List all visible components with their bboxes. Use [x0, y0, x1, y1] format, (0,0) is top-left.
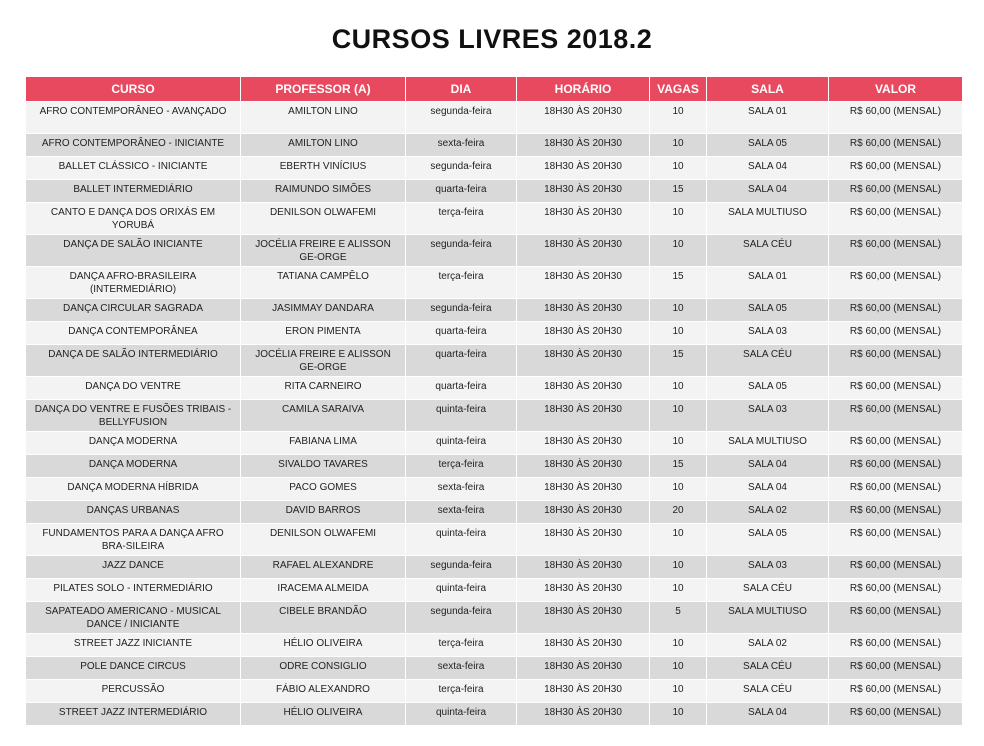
cell-horario: 18H30 ÀS 20H30 [517, 680, 649, 702]
cell-curso: DANÇA MODERNA [26, 455, 240, 477]
table-row [26, 602, 962, 633]
cell-professor: CAMILA SARAIVA [241, 400, 405, 431]
cell-sala: SALA 04 [707, 703, 828, 725]
cell-sala: SALA 04 [707, 180, 828, 202]
cell-horario: 18H30 ÀS 20H30 [517, 634, 649, 656]
cell-professor: ERON PIMENTA [241, 322, 405, 344]
column-header-curso: CURSO [26, 77, 240, 101]
cell-curso: DANÇA AFRO-BRASILEIRA (INTERMEDIÁRIO) [26, 267, 240, 298]
cell-horario: 18H30 ÀS 20H30 [517, 102, 649, 133]
table-row [26, 680, 962, 702]
cell-valor: R$ 60,00 (MENSAL) [829, 680, 962, 702]
cell-valor: R$ 60,00 (MENSAL) [829, 180, 962, 202]
cell-professor: ODRE CONSIGLIO [241, 657, 405, 679]
cell-curso: AFRO CONTEMPORÂNEO - AVANÇADO [26, 102, 240, 133]
cell-valor: R$ 60,00 (MENSAL) [829, 102, 962, 133]
cell-dia: terça-feira [406, 203, 516, 234]
cell-dia: sexta-feira [406, 657, 516, 679]
cell-horario: 18H30 ÀS 20H30 [517, 478, 649, 500]
cell-sala: SALA MULTIUSO [707, 203, 828, 234]
cell-dia: quinta-feira [406, 432, 516, 454]
cell-curso: DANÇAS URBANAS [26, 501, 240, 523]
cell-valor: R$ 60,00 (MENSAL) [829, 579, 962, 601]
cell-valor: R$ 60,00 (MENSAL) [829, 235, 962, 266]
cell-sala: SALA MULTIUSO [707, 602, 828, 633]
cell-horario: 18H30 ÀS 20H30 [517, 501, 649, 523]
courses-table [25, 76, 963, 726]
table-row [26, 455, 962, 477]
table-row [26, 634, 962, 656]
cell-sala: SALA CÉU [707, 657, 828, 679]
cell-professor: AMILTON LINO [241, 134, 405, 156]
cell-vagas: 20 [650, 501, 706, 523]
cell-vagas: 10 [650, 157, 706, 179]
cell-dia: quinta-feira [406, 703, 516, 725]
cell-curso: DANÇA CONTEMPORÂNEA [26, 322, 240, 344]
cell-vagas: 10 [650, 377, 706, 399]
table-row [26, 203, 962, 234]
page-title: CURSOS LIVRES 2018.2 [331, 24, 653, 54]
cell-dia: segunda-feira [406, 235, 516, 266]
cell-valor: R$ 60,00 (MENSAL) [829, 455, 962, 477]
cell-sala: SALA CÉU [707, 680, 828, 702]
cell-horario: 18H30 ÀS 20H30 [517, 657, 649, 679]
cell-horario: 18H30 ÀS 20H30 [517, 400, 649, 431]
cell-horario: 18H30 ÀS 20H30 [517, 134, 649, 156]
cell-dia: sexta-feira [406, 501, 516, 523]
cell-sala: SALA 02 [707, 634, 828, 656]
cell-horario: 18H30 ÀS 20H30 [517, 267, 649, 298]
table-row [26, 267, 962, 298]
cell-curso: JAZZ DANCE [26, 556, 240, 578]
cell-sala: SALA 01 [707, 102, 828, 133]
cell-curso: DANÇA MODERNA HÍBRIDA [26, 478, 240, 500]
cell-horario: 18H30 ÀS 20H30 [517, 455, 649, 477]
cell-valor: R$ 60,00 (MENSAL) [829, 267, 962, 298]
cell-professor: EBERTH VINÍCIUS [241, 157, 405, 179]
cell-vagas: 10 [650, 102, 706, 133]
table-row [26, 377, 962, 399]
cell-vagas: 10 [650, 432, 706, 454]
cell-dia: terça-feira [406, 680, 516, 702]
cell-sala: SALA CÉU [707, 235, 828, 266]
cell-vagas: 10 [650, 703, 706, 725]
cell-curso: DANÇA DO VENTRE E FUSÕES TRIBAIS - BELLYFUSION [26, 400, 240, 431]
cell-professor: SIVALDO TAVARES [241, 455, 405, 477]
cell-dia: segunda-feira [406, 602, 516, 633]
cell-horario: 18H30 ÀS 20H30 [517, 703, 649, 725]
cell-dia: quinta-feira [406, 579, 516, 601]
cell-dia: quarta-feira [406, 377, 516, 399]
cell-valor: R$ 60,00 (MENSAL) [829, 299, 962, 321]
column-header-vagas: VAGAS [650, 77, 706, 101]
cell-vagas: 10 [650, 478, 706, 500]
cell-sala: SALA 05 [707, 377, 828, 399]
table-row [26, 524, 962, 555]
cell-horario: 18H30 ÀS 20H30 [517, 299, 649, 321]
cell-valor: R$ 60,00 (MENSAL) [829, 322, 962, 344]
cell-professor: DENILSON OLWAFEMI [241, 524, 405, 555]
cell-vagas: 10 [650, 680, 706, 702]
cell-curso: POLE DANCE CIRCUS [26, 657, 240, 679]
cell-sala: SALA 05 [707, 134, 828, 156]
cell-dia: quinta-feira [406, 400, 516, 431]
cell-horario: 18H30 ÀS 20H30 [517, 524, 649, 555]
cell-sala: SALA 01 [707, 267, 828, 298]
cell-sala: SALA 03 [707, 400, 828, 431]
cell-horario: 18H30 ÀS 20H30 [517, 345, 649, 376]
table-row [26, 400, 962, 431]
cell-dia: segunda-feira [406, 556, 516, 578]
cell-vagas: 10 [650, 634, 706, 656]
cell-curso: PILATES SOLO - INTERMEDIÁRIO [26, 579, 240, 601]
cell-vagas: 10 [650, 524, 706, 555]
cell-horario: 18H30 ÀS 20H30 [517, 556, 649, 578]
table-row [26, 180, 962, 202]
cell-valor: R$ 60,00 (MENSAL) [829, 432, 962, 454]
cell-professor: RITA CARNEIRO [241, 377, 405, 399]
cell-valor: R$ 60,00 (MENSAL) [829, 501, 962, 523]
table-row [26, 322, 962, 344]
cell-dia: terça-feira [406, 455, 516, 477]
cell-professor: DAVID BARROS [241, 501, 405, 523]
table-header-row [26, 77, 962, 101]
column-header-valor: VALOR [829, 77, 962, 101]
cell-dia: sexta-feira [406, 134, 516, 156]
cell-valor: R$ 60,00 (MENSAL) [829, 634, 962, 656]
cell-valor: R$ 60,00 (MENSAL) [829, 524, 962, 555]
cell-valor: R$ 60,00 (MENSAL) [829, 345, 962, 376]
table-row [26, 235, 962, 266]
cell-horario: 18H30 ÀS 20H30 [517, 180, 649, 202]
cell-dia: quarta-feira [406, 180, 516, 202]
column-header-professor: PROFESSOR (A) [241, 77, 405, 101]
cell-horario: 18H30 ÀS 20H30 [517, 157, 649, 179]
cell-sala: SALA MULTIUSO [707, 432, 828, 454]
cell-professor: RAFAEL ALEXANDRE [241, 556, 405, 578]
cell-curso: DANÇA CIRCULAR SAGRADA [26, 299, 240, 321]
cell-sala: SALA CÉU [707, 345, 828, 376]
cell-valor: R$ 60,00 (MENSAL) [829, 556, 962, 578]
cell-valor: R$ 60,00 (MENSAL) [829, 377, 962, 399]
cell-vagas: 10 [650, 556, 706, 578]
cell-horario: 18H30 ÀS 20H30 [517, 235, 649, 266]
cell-professor: IRACEMA ALMEIDA [241, 579, 405, 601]
cell-sala: SALA CÉU [707, 579, 828, 601]
table-row [26, 157, 962, 179]
table-row [26, 299, 962, 321]
cell-horario: 18H30 ÀS 20H30 [517, 579, 649, 601]
table-row [26, 556, 962, 578]
cell-sala: SALA 05 [707, 299, 828, 321]
cell-professor: FÁBIO ALEXANDRO [241, 680, 405, 702]
cell-valor: R$ 60,00 (MENSAL) [829, 203, 962, 234]
table-row [26, 134, 962, 156]
cell-sala: SALA 03 [707, 322, 828, 344]
cell-curso: PERCUSSÃO [26, 680, 240, 702]
cell-curso: DANÇA DE SALÃO INICIANTE [26, 235, 240, 266]
cell-horario: 18H30 ÀS 20H30 [517, 322, 649, 344]
cell-sala: SALA 03 [707, 556, 828, 578]
table-row [26, 432, 962, 454]
cell-valor: R$ 60,00 (MENSAL) [829, 602, 962, 633]
cell-valor: R$ 60,00 (MENSAL) [829, 703, 962, 725]
cell-curso: DANÇA DO VENTRE [26, 377, 240, 399]
cell-professor: FABIANA LIMA [241, 432, 405, 454]
table-row [26, 501, 962, 523]
cell-vagas: 10 [650, 134, 706, 156]
cell-vagas: 10 [650, 299, 706, 321]
cell-vagas: 15 [650, 267, 706, 298]
cell-sala: SALA 02 [707, 501, 828, 523]
cell-curso: STREET JAZZ INTERMEDIÁRIO [26, 703, 240, 725]
cell-vagas: 15 [650, 455, 706, 477]
cell-professor: JOCÉLIA FREIRE E ALISSON GE-ORGE [241, 235, 405, 266]
table-row [26, 657, 962, 679]
cell-horario: 18H30 ÀS 20H30 [517, 602, 649, 633]
cell-dia: quinta-feira [406, 524, 516, 555]
cell-vagas: 10 [650, 203, 706, 234]
cell-curso: DANÇA MODERNA [26, 432, 240, 454]
cell-professor: CIBELE BRANDÃO [241, 602, 405, 633]
cell-sala: SALA 05 [707, 524, 828, 555]
cell-valor: R$ 60,00 (MENSAL) [829, 157, 962, 179]
cell-vagas: 10 [650, 657, 706, 679]
table-row [26, 345, 962, 376]
cell-sala: SALA 04 [707, 478, 828, 500]
cell-valor: R$ 60,00 (MENSAL) [829, 134, 962, 156]
cell-sala: SALA 04 [707, 157, 828, 179]
cell-curso: BALLET INTERMEDIÁRIO [26, 180, 240, 202]
cell-horario: 18H30 ÀS 20H30 [517, 432, 649, 454]
cell-vagas: 15 [650, 180, 706, 202]
column-header-sala: SALA [707, 77, 828, 101]
cell-vagas: 5 [650, 602, 706, 633]
cell-dia: segunda-feira [406, 102, 516, 133]
cell-professor: HÉLIO OLIVEIRA [241, 703, 405, 725]
cell-dia: terça-feira [406, 634, 516, 656]
table-body [26, 102, 962, 725]
cell-horario: 18H30 ÀS 20H30 [517, 377, 649, 399]
cell-curso: FUNDAMENTOS PARA A DANÇA AFRO BRA-SILEIRA [26, 524, 240, 555]
table-row [26, 478, 962, 500]
column-header-horario: HORÁRIO [517, 77, 649, 101]
cell-vagas: 10 [650, 322, 706, 344]
cell-professor: TATIANA CAMPÊLO [241, 267, 405, 298]
cell-dia: quarta-feira [406, 322, 516, 344]
cell-dia: sexta-feira [406, 478, 516, 500]
cell-vagas: 10 [650, 400, 706, 431]
cell-professor: HÉLIO OLIVEIRA [241, 634, 405, 656]
cell-valor: R$ 60,00 (MENSAL) [829, 400, 962, 431]
cell-valor: R$ 60,00 (MENSAL) [829, 478, 962, 500]
cell-vagas: 10 [650, 235, 706, 266]
cell-professor: DENILSON OLWAFEMI [241, 203, 405, 234]
cell-curso: BALLET CLÁSSICO - INICIANTE [26, 157, 240, 179]
cell-vagas: 15 [650, 345, 706, 376]
cell-professor: JASIMMAY DANDARA [241, 299, 405, 321]
cell-sala: SALA 04 [707, 455, 828, 477]
cell-dia: segunda-feira [406, 299, 516, 321]
cell-professor: AMILTON LINO [241, 102, 405, 133]
cell-horario: 18H30 ÀS 20H30 [517, 203, 649, 234]
cell-dia: quarta-feira [406, 345, 516, 376]
cell-dia: segunda-feira [406, 157, 516, 179]
cell-professor: RAIMUNDO SIMÕES [241, 180, 405, 202]
cell-curso: CANTO E DANÇA DOS ORIXÁS EM YORUBÁ [26, 203, 240, 234]
cell-curso: SAPATEADO AMERICANO - MUSICAL DANCE / INICIANTE [26, 602, 240, 633]
table-row [26, 703, 962, 725]
cell-dia: terça-feira [406, 267, 516, 298]
column-header-dia: DIA [406, 77, 516, 101]
table-row [26, 579, 962, 601]
cell-curso: AFRO CONTEMPORÂNEO - INICIANTE [26, 134, 240, 156]
cell-valor: R$ 60,00 (MENSAL) [829, 657, 962, 679]
cell-professor: PACO GOMES [241, 478, 405, 500]
cell-curso: DANÇA DE SALÃO INTERMEDIÁRIO [26, 345, 240, 376]
table-row [26, 102, 962, 133]
cell-professor: JOCÉLIA FREIRE E ALISSON GE-ORGE [241, 345, 405, 376]
cell-vagas: 10 [650, 579, 706, 601]
cell-curso: STREET JAZZ INICIANTE [26, 634, 240, 656]
